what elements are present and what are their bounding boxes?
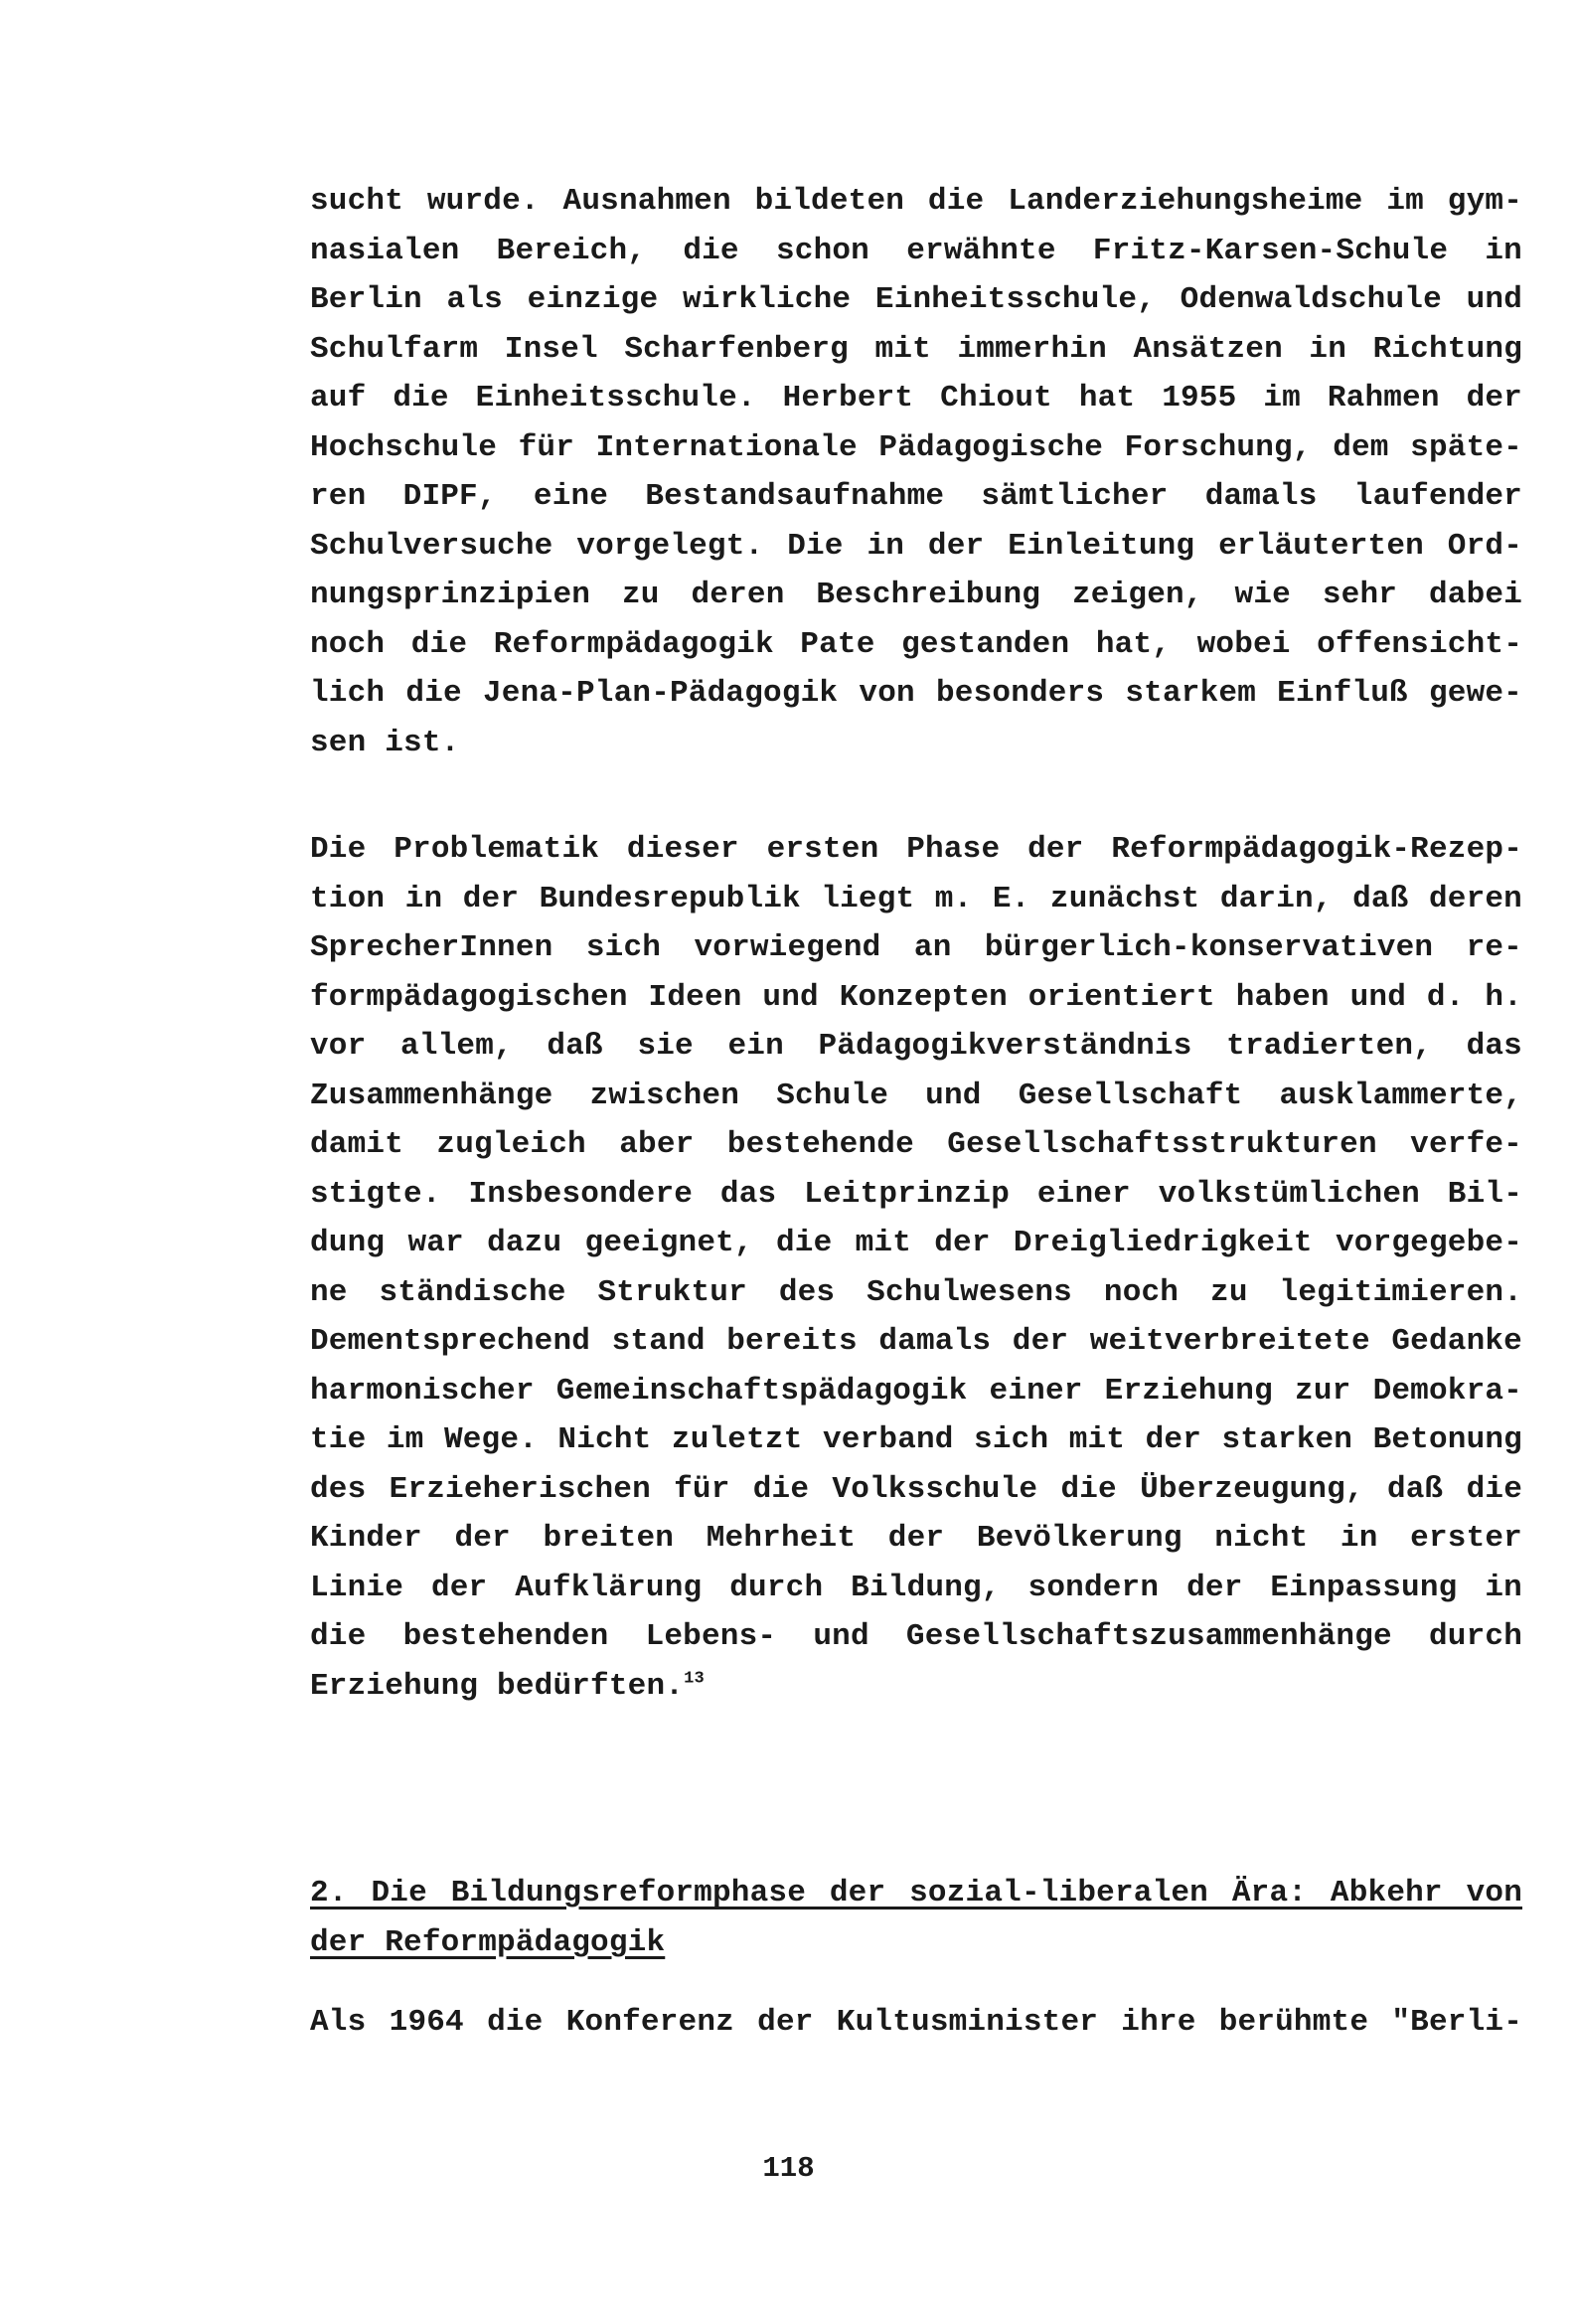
heading-line-1: 2. Die Bildungsreformphase der sozial-liberalen Ära: Abkehr von <box>310 1876 1522 1910</box>
text-line: Die Problematik dieser ersten Phase der Reformpädagogik-Rezep- <box>310 832 1522 867</box>
text-line: Erziehung bedürften. <box>310 1668 685 1704</box>
text-line: tion in der Bundesrepublik liegt m. E. zunächst darin, daß deren <box>310 881 1522 916</box>
text-line: damit zugleich aber bestehende Gesellschaftsstrukturen verfe- <box>310 1127 1522 1162</box>
text-line: stigte. Insbesondere das Leitprinzip einer volkstümlichen Bil- <box>310 1176 1522 1212</box>
paragraph-1 <box>310 177 1522 767</box>
text-line: Kinder der breiten Mehrheit der Bevölkerung nicht in erster <box>310 1521 1522 1556</box>
text-line: harmonischer Gemeinschaftspädagogik einer Erziehung zur Demokra- <box>310 1373 1522 1409</box>
page-number: 118 <box>762 2152 815 2185</box>
footnote-marker: 13 <box>684 1669 705 1689</box>
text-line: ne ständische Struktur des Schulwesens noch zu legitimieren. <box>310 1274 1522 1310</box>
text-line: Schulversuche vorgelegt. Die in der Einleitung erläuterten Ord- <box>310 528 1522 564</box>
text-line: Linie der Aufklärung durch Bildung, sondern der Einpassung in <box>310 1570 1522 1605</box>
text-line: lich die Jena-Plan-Pädagogik von besonders starkem Einfluß gewe- <box>310 676 1522 711</box>
text-line: nungsprinzipien zu deren Beschreibung zeigen, wie sehr dabei <box>310 578 1522 612</box>
text-line: auf die Einheitsschule. Herbert Chiout hat 1955 im Rahmen der <box>310 381 1522 415</box>
text-line: Schulfarm Insel Scharfenberg mit immerhin Ansätzen in Richtung <box>310 331 1522 367</box>
heading-line-2: der Reformpädagogik <box>310 1924 666 1960</box>
paragraph-2 <box>310 825 1522 1711</box>
text-line: dung war dazu geeignet, die mit der Dreigliedrigkeit vorgegebe- <box>310 1226 1522 1260</box>
text-line-with-footnote <box>310 1662 1522 1712</box>
section-heading <box>310 1869 1522 1967</box>
text-line: Berlin als einzige wirkliche Einheitsschule, Odenwaldschule und <box>310 282 1522 317</box>
text-line: tie im Wege. Nicht zuletzt verband sich mit der starken Betonung <box>310 1422 1522 1457</box>
text-line: sucht wurde. Ausnahmen bildeten die Landerziehungsheime im gym- <box>310 184 1522 219</box>
text-line: die bestehenden Lebens- und Gesellschaftszusammenhänge durch <box>310 1619 1522 1654</box>
text-line: Hochschule für Internationale Pädagogische Forschung, dem späte- <box>310 429 1522 465</box>
text-line: nasialen Bereich, die schon erwähnte Fritz-Karsen-Schule in <box>310 233 1522 268</box>
text-line: Dementsprechend stand bereits damals der weitverbreitete Gedanke <box>310 1324 1522 1359</box>
text-line: Zusammenhänge zwischen Schule und Gesellschaft ausklammerte, <box>310 1078 1522 1113</box>
text-line: vor allem, daß sie ein Pädagogikverständnis tradierten, das <box>310 1029 1522 1064</box>
text-line: noch die Reformpädagogik Pate gestanden hat, wobei offensicht- <box>310 626 1522 662</box>
text-line: SprecherInnen sich vorwiegend an bürgerlich-konservativen re- <box>310 930 1522 965</box>
text-line: ren DIPF, eine Bestandsaufnahme sämtlicher damals laufender <box>310 479 1522 514</box>
text-line: formpädagogischen Ideen und Konzepten orientiert haben und d. h. <box>310 979 1522 1015</box>
text-line: Als 1964 die Konferenz der Kultusminister ihre berühmte "Berli- <box>310 2005 1522 2040</box>
text-line: sen ist. <box>310 725 460 760</box>
paragraph-3 <box>310 1998 1522 2048</box>
text-line: des Erzieherischen für die Volksschule die Überzeugung, daß die <box>310 1471 1522 1507</box>
